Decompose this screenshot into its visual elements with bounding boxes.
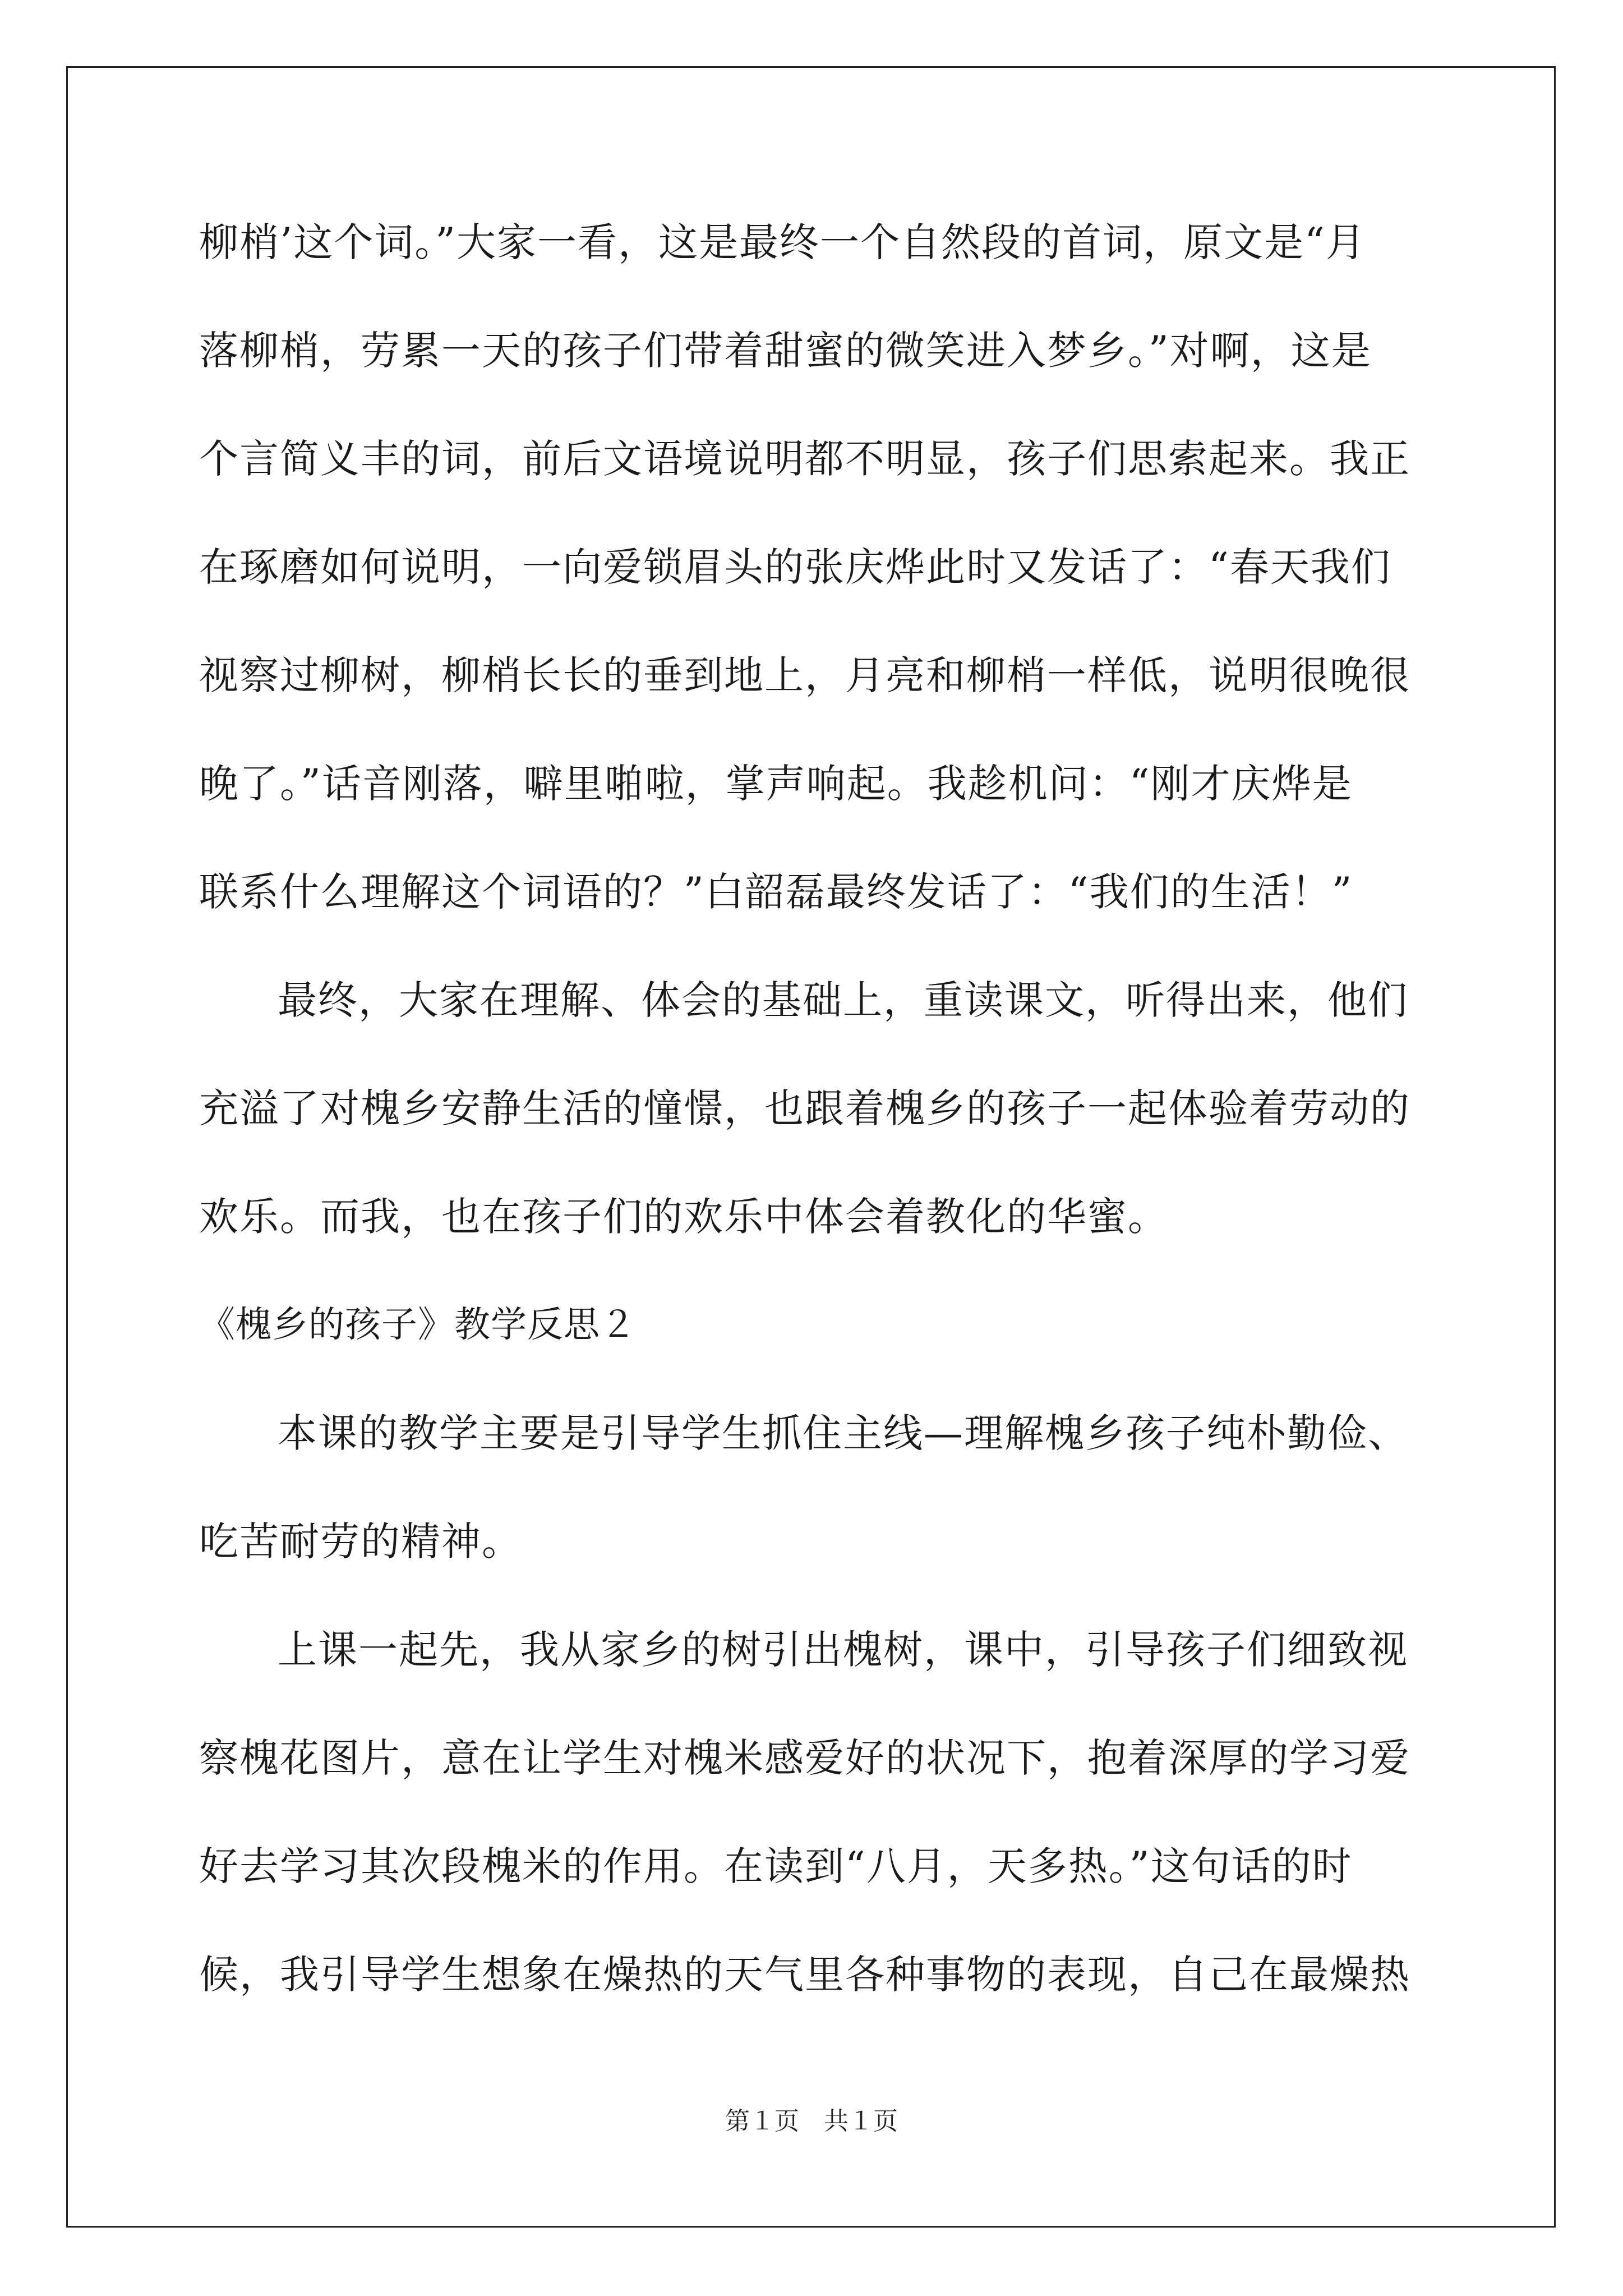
text-line: 个言简义丰的词，前后文语境说明都不明显，孩子们思索起来。我正 <box>199 436 1410 482</box>
text-line: 落柳梢，劳累一天的孩子们带着甜蜜的微笑进入梦乡。”对啊，这是 <box>199 328 1372 374</box>
paragraph-start-line: 本课的教学主要是引导学生抓住主线—理解槐乡孩子纯朴勤俭、 <box>278 1410 1408 1456</box>
section-heading: 《槐乡的孩子》教学反思２ <box>199 1304 637 1346</box>
text-line: 候，我引导学生想象在燥热的天气里各种事物的表现，自己在最燥热 <box>199 1952 1410 1998</box>
text-line: 柳梢’这个词。”大家一看，这是最终一个自然段的首词，原文是“月 <box>199 219 1366 265</box>
page-footer: 第１页 共１页 <box>725 2107 898 2136</box>
text-line: 视察过柳树，柳梢长长的垂到地上，月亮和柳梢一样低，说明很晚很 <box>199 652 1410 698</box>
text-line: 晚了。”话音刚落，噼里啪啦，掌声响起。我趁机问：“刚才庆烨是 <box>199 761 1353 807</box>
text-line: 联系什么理解这个词语的？”白韶磊最终发话了：“我们的生活！” <box>199 869 1353 915</box>
text-line: 欢乐。而我，也在孩子们的欢乐中体会着教化的华蜜。 <box>199 1194 1168 1240</box>
text-line: 察槐花图片，意在让学生对槐米感爱好的状况下，抱着深厚的学习爱 <box>199 1735 1410 1781</box>
document-body <box>199 214 1425 2055</box>
text-line: 充溢了对槐乡安静生活的憧憬，也跟着槐乡的孩子一起体验着劳动的 <box>199 1085 1410 1131</box>
paragraph-start-line: 上课一起先，我从家乡的树引出槐树，课中，引导孩子们细致视 <box>278 1627 1408 1673</box>
text-line: 好去学习其次段槐米的作用。在读到“八月，天多热。”这句话的时 <box>199 1843 1353 1889</box>
text-line: 吃苦耐劳的精神。 <box>199 1519 522 1565</box>
paragraph-start-line: 最终，大家在理解、体会的基础上，重读课文，听得出来，他们 <box>278 977 1408 1023</box>
text-line: 在琢磨如何说明，一向爱锁眉头的张庆烨此时又发话了：“春天我们 <box>199 544 1391 590</box>
